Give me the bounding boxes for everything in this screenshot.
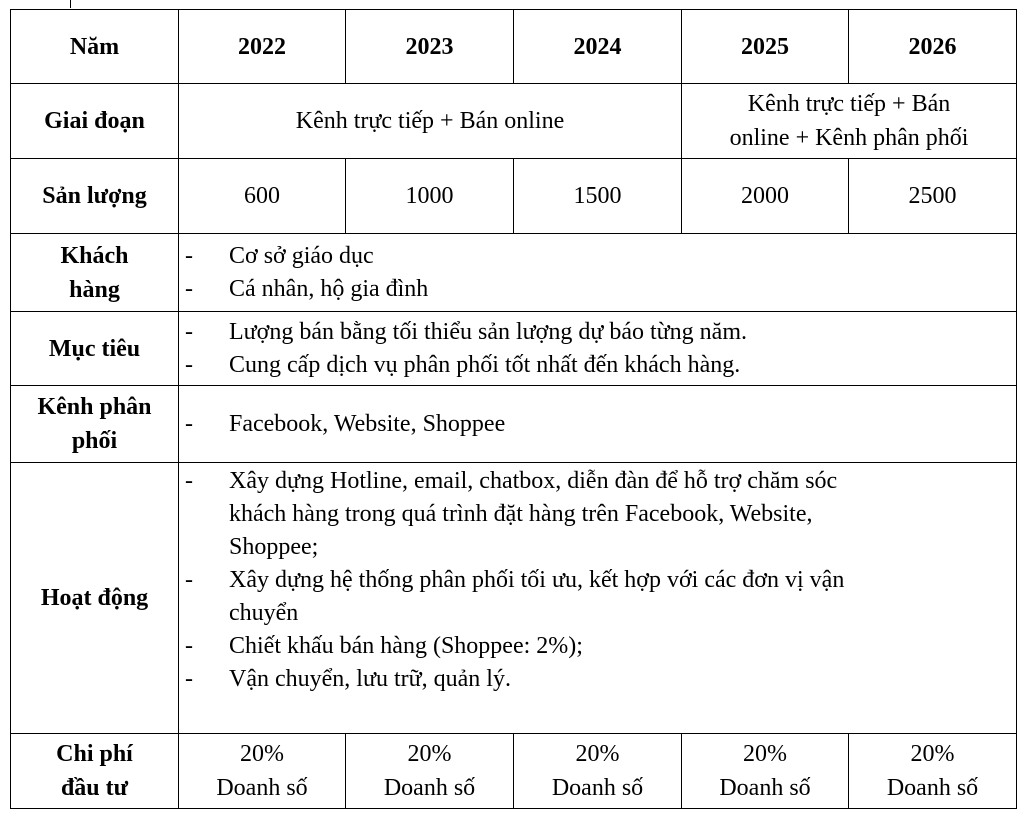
- customers-content: [179, 234, 1017, 312]
- row-investment: [11, 734, 1017, 809]
- channels-label-line1: Kênh phân: [37, 394, 152, 420]
- row-label-investment: [11, 734, 179, 809]
- row-phase: [11, 84, 1017, 159]
- list-item: - Lượng bán bằng tối thiểu sản lượng dự báo từng năm.: [185, 318, 748, 345]
- list-item: - Xây dựng hệ thống phân phối tối ưu, kết hợp với các đơn vị vận chuyển: [185, 567, 845, 626]
- activities-content: [179, 463, 1017, 734]
- list-item: - Vận chuyển, lưu trữ, quản lý.: [185, 666, 511, 692]
- phase-2022-2024: Kênh trực tiếp + Bán online: [179, 84, 682, 159]
- row-activities: [11, 463, 1017, 734]
- list-item: - Chiết khấu bán hàng (Shoppee: 2%);: [185, 633, 583, 659]
- row-label-output: Sản lượng: [11, 159, 179, 234]
- activities-list: [185, 465, 1010, 696]
- channels-label-line2: phối: [71, 428, 118, 454]
- customers-list: [185, 240, 1010, 306]
- list-item: - Cung cấp dịch vụ phân phối tốt nhất đến khách hàng.: [185, 351, 741, 378]
- investment-2024: 20% Doanh số: [514, 734, 682, 809]
- row-goals: [11, 312, 1017, 386]
- distribution-plan-table: [10, 9, 1017, 809]
- goals-content: [179, 312, 1017, 386]
- investment-2023: 20% Doanh số: [346, 734, 514, 809]
- goals-list: [185, 316, 1010, 382]
- year-2026: 2026: [849, 10, 1017, 84]
- output-2025: 2000: [682, 159, 849, 234]
- output-2023: 1000: [346, 159, 514, 234]
- customers-label-line1: Khách: [60, 242, 129, 269]
- row-label-goals: Mục tiêu: [11, 312, 179, 386]
- phase-2025-2026-line2: online + Kênh phân phối: [729, 125, 969, 151]
- list-item: - Cơ sở giáo dục: [185, 242, 374, 269]
- row-year: [11, 10, 1017, 84]
- year-2022: 2022: [179, 10, 346, 84]
- list-item: - Xây dựng Hotline, email, chatbox, diễn đàn để hỗ trợ chăm sóc khách hàng trong quá trình đặt hàng trên Facebook, Website, Shoppee;: [185, 468, 838, 560]
- investment-2025: 20% Doanh số: [682, 734, 849, 809]
- row-label-phase: Giai đoạn: [11, 84, 179, 159]
- channels-list: [185, 408, 1010, 441]
- investment-label-line1: Chi phí: [56, 741, 133, 767]
- list-item: - Cá nhân, hộ gia đình: [185, 275, 429, 302]
- row-channels: [11, 386, 1017, 463]
- phase-2025-2026-line1: Kênh trực tiếp + Bán: [747, 91, 951, 117]
- year-2023: 2023: [346, 10, 514, 84]
- output-2022: 600: [179, 159, 346, 234]
- phase-2025-2026: [682, 84, 1017, 159]
- row-label-activities: Hoạt động: [11, 463, 179, 734]
- investment-2026: 20% Doanh số: [849, 734, 1017, 809]
- output-2026: 2500: [849, 159, 1017, 234]
- row-label-year: Năm: [11, 10, 179, 84]
- customers-label-line2: hàng: [69, 276, 120, 303]
- list-item: - Facebook, Website, Shoppee: [185, 410, 506, 437]
- investment-label-line2: đầu tư: [60, 775, 129, 801]
- investment-2022: 20% Doanh số: [179, 734, 346, 809]
- year-2024: 2024: [514, 10, 682, 84]
- channels-content: [179, 386, 1017, 463]
- row-output: [11, 159, 1017, 234]
- year-2025: 2025: [682, 10, 849, 84]
- row-label-customers: [11, 234, 179, 312]
- row-customers: [11, 234, 1017, 312]
- output-2024: 1500: [514, 159, 682, 234]
- margin-tick: [70, 0, 71, 8]
- row-label-channels: [11, 386, 179, 463]
